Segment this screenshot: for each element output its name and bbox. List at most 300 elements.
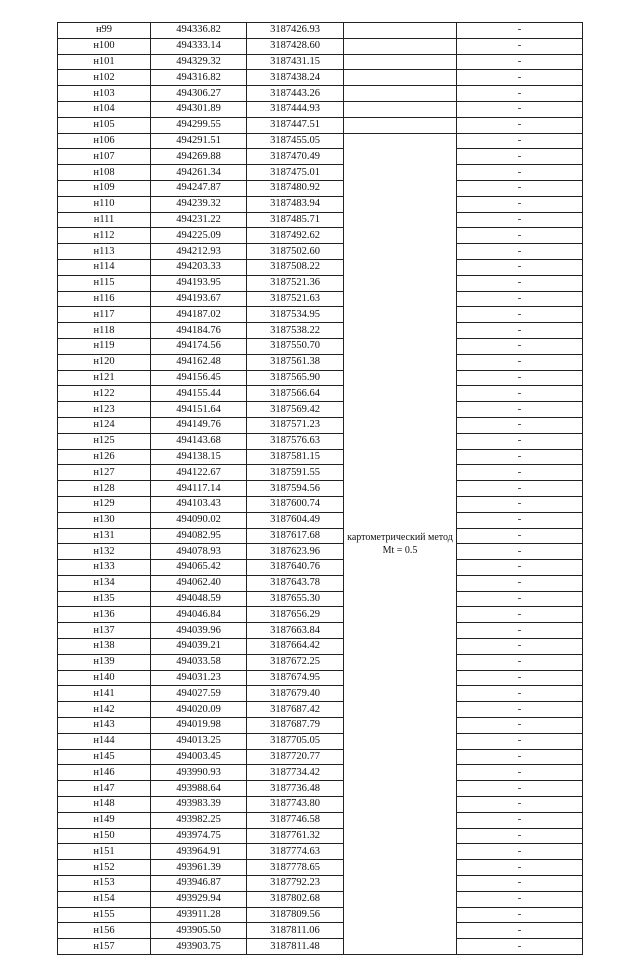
table-row [58,749,583,765]
x-coordinate-cell: 493929.94 [151,891,247,907]
note-cell: - [457,528,583,544]
note-cell: - [457,370,583,386]
point-id-cell: н126 [58,449,151,465]
point-id-cell: н118 [58,323,151,339]
x-coordinate-cell: 494225.09 [151,228,247,244]
x-coordinate-cell: 494174.56 [151,338,247,354]
y-coordinate-cell: 3187600.74 [247,496,344,512]
x-coordinate-cell: 494184.76 [151,323,247,339]
x-coordinate-cell: 494003.45 [151,749,247,765]
note-cell: - [457,307,583,323]
note-cell: - [457,323,583,339]
x-coordinate-cell: 494261.34 [151,165,247,181]
note-cell: - [457,338,583,354]
point-id-cell: н146 [58,765,151,781]
y-coordinate-cell: 3187475.01 [247,165,344,181]
point-id-cell: н136 [58,607,151,623]
note-cell: - [457,86,583,102]
point-id-cell: н134 [58,575,151,591]
y-coordinate-cell: 3187438.24 [247,70,344,86]
table-row [58,196,583,212]
x-coordinate-cell: 494039.21 [151,639,247,655]
x-coordinate-cell: 493964.91 [151,844,247,860]
x-coordinate-cell: 494212.93 [151,244,247,260]
note-cell: - [457,733,583,749]
y-coordinate-cell: 3187687.42 [247,702,344,718]
table-row [58,117,583,133]
note-cell: - [457,259,583,275]
table-row [58,828,583,844]
y-coordinate-cell: 3187687.79 [247,718,344,734]
note-cell: - [457,228,583,244]
x-coordinate-cell: 494039.96 [151,623,247,639]
y-coordinate-cell: 3187569.42 [247,402,344,418]
x-coordinate-cell: 494117.14 [151,481,247,497]
table-row [58,402,583,418]
note-cell: - [457,891,583,907]
point-id-cell: н150 [58,828,151,844]
table-row [58,733,583,749]
table-row [58,575,583,591]
note-cell: - [457,512,583,528]
point-id-cell: н148 [58,797,151,813]
note-cell: - [457,196,583,212]
x-coordinate-cell: 494046.84 [151,607,247,623]
note-cell: - [457,812,583,828]
point-id-cell: н129 [58,496,151,512]
point-id-cell: н117 [58,307,151,323]
x-coordinate-cell: 494231.22 [151,212,247,228]
y-coordinate-cell: 3187792.23 [247,876,344,892]
table-row [58,607,583,623]
point-id-cell: н142 [58,702,151,718]
y-coordinate-cell: 3187720.77 [247,749,344,765]
note-cell: - [457,23,583,39]
x-coordinate-cell: 493982.25 [151,812,247,828]
y-coordinate-cell: 3187565.90 [247,370,344,386]
x-coordinate-cell: 494203.33 [151,259,247,275]
method-cell-empty [344,23,457,39]
y-coordinate-cell: 3187561.38 [247,354,344,370]
x-coordinate-cell: 494122.67 [151,465,247,481]
note-cell: - [457,765,583,781]
x-coordinate-cell: 493946.87 [151,876,247,892]
table-row [58,133,583,149]
table-row [58,702,583,718]
note-cell: - [457,38,583,54]
table-row [58,228,583,244]
point-id-cell: н121 [58,370,151,386]
note-cell: - [457,876,583,892]
table-row [58,481,583,497]
note-cell: - [457,54,583,70]
note-cell: - [457,844,583,860]
x-coordinate-cell: 494269.88 [151,149,247,165]
note-cell: - [457,133,583,149]
y-coordinate-cell: 3187480.92 [247,180,344,196]
note-cell: - [457,639,583,655]
y-coordinate-cell: 3187455.05 [247,133,344,149]
point-id-cell: н125 [58,433,151,449]
point-id-cell: н141 [58,686,151,702]
table-row [58,765,583,781]
point-id-cell: н132 [58,544,151,560]
x-coordinate-cell: 494149.76 [151,417,247,433]
x-coordinate-cell: 494103.43 [151,496,247,512]
x-coordinate-cell: 494239.32 [151,196,247,212]
x-coordinate-cell: 494193.95 [151,275,247,291]
x-coordinate-cell: 493974.75 [151,828,247,844]
note-cell: - [457,417,583,433]
y-coordinate-cell: 3187571.23 [247,417,344,433]
note-cell: - [457,718,583,734]
point-id-cell: н123 [58,402,151,418]
table-row [58,781,583,797]
y-coordinate-cell: 3187778.65 [247,860,344,876]
point-id-cell: н116 [58,291,151,307]
point-id-cell: н127 [58,465,151,481]
x-coordinate-cell: 494306.27 [151,86,247,102]
note-cell: - [457,449,583,465]
y-coordinate-cell: 3187746.58 [247,812,344,828]
note-cell: - [457,828,583,844]
x-coordinate-cell: 493961.39 [151,860,247,876]
note-cell: - [457,386,583,402]
note-cell: - [457,702,583,718]
point-id-cell: н119 [58,338,151,354]
note-cell: - [457,70,583,86]
table-row [58,417,583,433]
x-coordinate-cell: 494090.02 [151,512,247,528]
table-row [58,939,583,955]
table-row [58,844,583,860]
note-cell: - [457,860,583,876]
x-coordinate-cell: 494138.15 [151,449,247,465]
point-id-cell: н110 [58,196,151,212]
note-cell: - [457,244,583,260]
x-coordinate-cell: 494193.67 [151,291,247,307]
x-coordinate-cell: 494033.58 [151,654,247,670]
table-row [58,670,583,686]
table-row [58,812,583,828]
x-coordinate-cell: 493988.64 [151,781,247,797]
y-coordinate-cell: 3187426.93 [247,23,344,39]
note-cell: - [457,149,583,165]
note-cell: - [457,101,583,117]
x-coordinate-cell: 494333.14 [151,38,247,54]
table-row [58,149,583,165]
point-id-cell: н137 [58,623,151,639]
table-row [58,528,583,544]
point-id-cell: н140 [58,670,151,686]
table-row [58,433,583,449]
table-row [58,686,583,702]
point-id-cell: н131 [58,528,151,544]
table-row [58,718,583,734]
y-coordinate-cell: 3187734.42 [247,765,344,781]
table-row [58,38,583,54]
note-cell: - [457,907,583,923]
table-row [58,23,583,39]
table-row [58,923,583,939]
y-coordinate-cell: 3187811.48 [247,939,344,955]
table-row [58,54,583,70]
x-coordinate-cell: 494078.93 [151,544,247,560]
point-id-cell: н139 [58,654,151,670]
note-cell: - [457,939,583,955]
x-coordinate-cell: 493905.50 [151,923,247,939]
table-row [58,291,583,307]
note-cell: - [457,465,583,481]
note-cell: - [457,670,583,686]
point-id-cell: н151 [58,844,151,860]
table-row [58,338,583,354]
table-row [58,212,583,228]
point-id-cell: н108 [58,165,151,181]
y-coordinate-cell: 3187774.63 [247,844,344,860]
note-cell: - [457,686,583,702]
x-coordinate-cell: 494329.32 [151,54,247,70]
y-coordinate-cell: 3187802.68 [247,891,344,907]
point-id-cell: н114 [58,259,151,275]
method-cell-empty [344,54,457,70]
point-id-cell: н104 [58,101,151,117]
y-coordinate-cell: 3187623.96 [247,544,344,560]
y-coordinate-cell: 3187428.60 [247,38,344,54]
table-row [58,496,583,512]
point-id-cell: н155 [58,907,151,923]
x-coordinate-cell: 493911.28 [151,907,247,923]
x-coordinate-cell: 494151.64 [151,402,247,418]
point-id-cell: н149 [58,812,151,828]
x-coordinate-cell: 494020.09 [151,702,247,718]
x-coordinate-cell: 494187.02 [151,307,247,323]
y-coordinate-cell: 3187566.64 [247,386,344,402]
coordinates-table [57,22,583,955]
note-cell: - [457,212,583,228]
note-cell: - [457,591,583,607]
point-id-cell: н130 [58,512,151,528]
point-id-cell: н122 [58,386,151,402]
note-cell: - [457,291,583,307]
y-coordinate-cell: 3187664.42 [247,639,344,655]
y-coordinate-cell: 3187743.80 [247,797,344,813]
table-row [58,907,583,923]
table-row [58,275,583,291]
y-coordinate-cell: 3187811.06 [247,923,344,939]
x-coordinate-cell: 494247.87 [151,180,247,196]
x-coordinate-cell: 493903.75 [151,939,247,955]
note-cell: - [457,781,583,797]
y-coordinate-cell: 3187521.36 [247,275,344,291]
y-coordinate-cell: 3187604.49 [247,512,344,528]
note-cell: - [457,923,583,939]
point-id-cell: н112 [58,228,151,244]
point-id-cell: н99 [58,23,151,39]
y-coordinate-cell: 3187643.78 [247,575,344,591]
x-coordinate-cell: 494065.42 [151,560,247,576]
x-coordinate-cell: 494019.98 [151,718,247,734]
x-coordinate-cell: 494162.48 [151,354,247,370]
y-coordinate-cell: 3187502.60 [247,244,344,260]
x-coordinate-cell: 494082.95 [151,528,247,544]
method-cell-empty [344,38,457,54]
table-row [58,623,583,639]
table-row [58,512,583,528]
y-coordinate-cell: 3187761.32 [247,828,344,844]
table-row [58,797,583,813]
table-row [58,544,583,560]
note-cell: - [457,560,583,576]
y-coordinate-cell: 3187672.25 [247,654,344,670]
y-coordinate-cell: 3187591.55 [247,465,344,481]
point-id-cell: н154 [58,891,151,907]
y-coordinate-cell: 3187736.48 [247,781,344,797]
point-id-cell: н111 [58,212,151,228]
table-row [58,101,583,117]
table-row [58,259,583,275]
y-coordinate-cell: 3187581.15 [247,449,344,465]
point-id-cell: н157 [58,939,151,955]
table-row [58,244,583,260]
table-row [58,307,583,323]
table-row [58,165,583,181]
point-id-cell: н120 [58,354,151,370]
point-id-cell: н128 [58,481,151,497]
note-cell: - [457,354,583,370]
y-coordinate-cell: 3187656.29 [247,607,344,623]
y-coordinate-cell: 3187663.84 [247,623,344,639]
point-id-cell: н101 [58,54,151,70]
point-id-cell: н106 [58,133,151,149]
x-coordinate-cell: 494048.59 [151,591,247,607]
table-row [58,654,583,670]
point-id-cell: н109 [58,180,151,196]
x-coordinate-cell: 494062.40 [151,575,247,591]
y-coordinate-cell: 3187470.49 [247,149,344,165]
point-id-cell: н138 [58,639,151,655]
y-coordinate-cell: 3187640.76 [247,560,344,576]
note-cell: - [457,544,583,560]
y-coordinate-cell: 3187594.56 [247,481,344,497]
note-cell: - [457,117,583,133]
point-id-cell: н124 [58,417,151,433]
y-coordinate-cell: 3187483.94 [247,196,344,212]
x-coordinate-cell: 494013.25 [151,733,247,749]
y-coordinate-cell: 3187576.63 [247,433,344,449]
table-row [58,354,583,370]
x-coordinate-cell: 494031.23 [151,670,247,686]
x-coordinate-cell: 494143.68 [151,433,247,449]
point-id-cell: н147 [58,781,151,797]
point-id-cell: н102 [58,70,151,86]
point-id-cell: н144 [58,733,151,749]
note-cell: - [457,607,583,623]
point-id-cell: н156 [58,923,151,939]
table-row [58,70,583,86]
note-cell: - [457,275,583,291]
table-row [58,370,583,386]
y-coordinate-cell: 3187679.40 [247,686,344,702]
table-row [58,465,583,481]
note-cell: - [457,433,583,449]
y-coordinate-cell: 3187521.63 [247,291,344,307]
y-coordinate-cell: 3187431.15 [247,54,344,70]
note-cell: - [457,481,583,497]
y-coordinate-cell: 3187534.95 [247,307,344,323]
y-coordinate-cell: 3187492.62 [247,228,344,244]
table-row [58,180,583,196]
method-cell-empty [344,101,457,117]
point-id-cell: н143 [58,718,151,734]
y-coordinate-cell: 3187508.22 [247,259,344,275]
point-id-cell: н152 [58,860,151,876]
note-cell: - [457,180,583,196]
note-cell: - [457,575,583,591]
point-id-cell: н103 [58,86,151,102]
note-cell: - [457,654,583,670]
y-coordinate-cell: 3187538.22 [247,323,344,339]
x-coordinate-cell: 493990.93 [151,765,247,781]
y-coordinate-cell: 3187485.71 [247,212,344,228]
point-id-cell: н135 [58,591,151,607]
table-row [58,449,583,465]
x-coordinate-cell: 493983.39 [151,797,247,813]
table-row [58,876,583,892]
table-row [58,86,583,102]
point-id-cell: н113 [58,244,151,260]
note-cell: - [457,402,583,418]
point-id-cell: н100 [58,38,151,54]
x-coordinate-cell: 494027.59 [151,686,247,702]
y-coordinate-cell: 3187550.70 [247,338,344,354]
x-coordinate-cell: 494301.89 [151,101,247,117]
point-id-cell: н153 [58,876,151,892]
table-row [58,386,583,402]
method-cell-empty [344,70,457,86]
note-cell: - [457,165,583,181]
y-coordinate-cell: 3187655.30 [247,591,344,607]
x-coordinate-cell: 494291.51 [151,133,247,149]
x-coordinate-cell: 494299.55 [151,117,247,133]
note-cell: - [457,797,583,813]
point-id-cell: н105 [58,117,151,133]
y-coordinate-cell: 3187444.93 [247,101,344,117]
table-row [58,560,583,576]
table-row [58,591,583,607]
note-cell: - [457,496,583,512]
x-coordinate-cell: 494316.82 [151,70,247,86]
method-cell-empty [344,86,457,102]
coordinates-table-body [58,23,583,955]
x-coordinate-cell: 494155.44 [151,386,247,402]
note-cell: - [457,749,583,765]
x-coordinate-cell: 494336.82 [151,23,247,39]
y-coordinate-cell: 3187705.05 [247,733,344,749]
x-coordinate-cell: 494156.45 [151,370,247,386]
point-id-cell: н145 [58,749,151,765]
point-id-cell: н115 [58,275,151,291]
table-row [58,860,583,876]
note-cell: - [457,623,583,639]
table-row [58,639,583,655]
point-id-cell: н133 [58,560,151,576]
y-coordinate-cell: 3187617.68 [247,528,344,544]
y-coordinate-cell: 3187809.56 [247,907,344,923]
y-coordinate-cell: 3187674.95 [247,670,344,686]
point-id-cell: н107 [58,149,151,165]
y-coordinate-cell: 3187443.26 [247,86,344,102]
